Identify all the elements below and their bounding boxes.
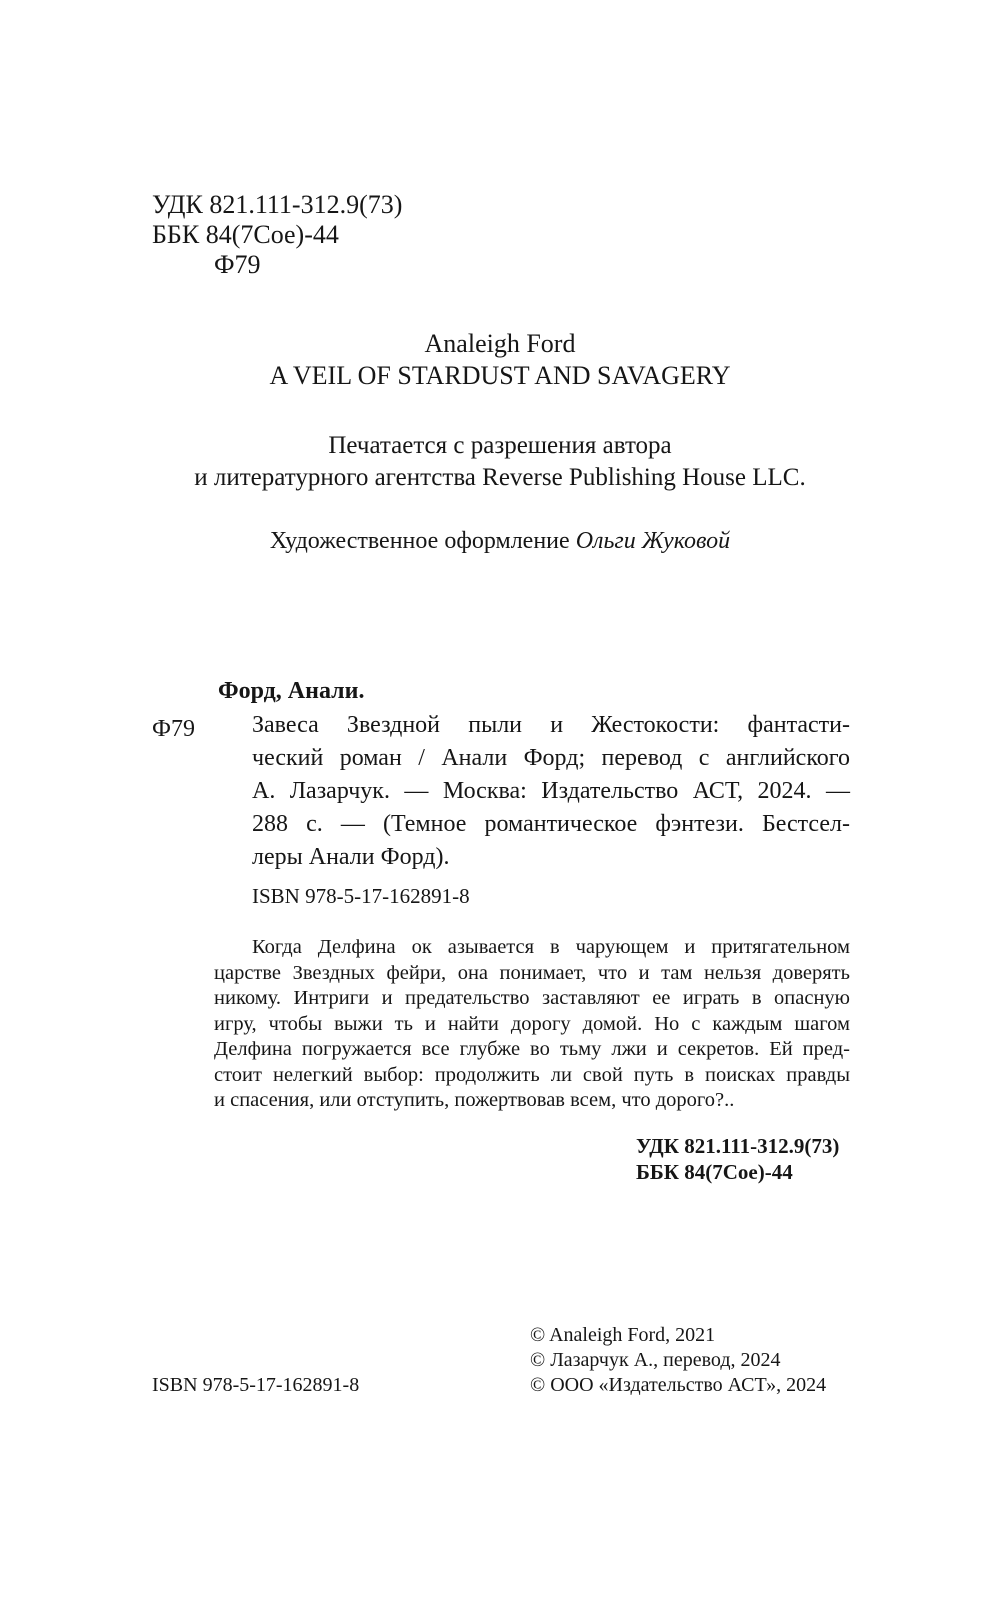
original-title: A VEIL OF STARDUST AND SAVAGERY bbox=[269, 361, 731, 390]
footer-isbn: ISBN 978-5-17-162891-8 bbox=[152, 1374, 360, 1396]
art-design-name: Ольги Жуковой bbox=[575, 528, 731, 554]
annotation-line: царстве Звездных фейри, она понимает, что и там нельзя доверять bbox=[214, 961, 850, 984]
original-edition bbox=[0, 328, 1000, 392]
permission-line-1: Печатается с разрешения автора bbox=[328, 432, 672, 459]
bib-description bbox=[252, 709, 850, 874]
bib-author-mark: Ф79 bbox=[152, 716, 195, 742]
bib-line: 288 с. — (Темное романтическое фэнтези. Бестсел- bbox=[252, 811, 850, 837]
annotation-line: Делфина погружается все глубже во тьму лжи и секретов. Ей пред- bbox=[214, 1038, 850, 1060]
udk-code: УДК 821.111-312.9(73) bbox=[152, 190, 403, 219]
annotation bbox=[214, 935, 850, 1114]
permission-line-2: и литературного агентства Reverse Publishing House LLC. bbox=[194, 464, 806, 491]
bib-isbn: ISBN 978-5-17-162891-8 bbox=[252, 884, 470, 908]
bold-bbk-code: ББК 84(7Сое)-44 bbox=[636, 1160, 793, 1184]
bbk-code: ББК 84(7Сое)-44 bbox=[152, 220, 339, 249]
annotation-line: никому. Интриги и предательство заставляют ее играть в опасную bbox=[214, 987, 850, 1009]
annotation-line: и спасения, или отступить, пожертвовав всем, что дорого?.. bbox=[214, 1089, 735, 1111]
bib-line: ческий роман / Анали Форд; перевод с английского bbox=[252, 745, 850, 771]
bib-line: леры Анали Форд). bbox=[252, 844, 450, 870]
art-design-credit bbox=[0, 525, 1000, 557]
author-mark: Ф79 bbox=[214, 250, 261, 279]
copyright-line: © Analeigh Ford, 2021 bbox=[530, 1324, 716, 1346]
copyright-line: © Лазарчук А., перевод, 2024 bbox=[530, 1349, 781, 1371]
art-design-label: Художественное оформление bbox=[269, 528, 570, 554]
bib-line: Завеса Звездной пыли и Жестокости: фантасти- bbox=[252, 712, 850, 738]
permission-notice bbox=[0, 430, 1000, 494]
original-author: Analeigh Ford bbox=[424, 329, 576, 358]
annotation-line: стоит нелегкий выбор: продолжить ли свой путь в поисках правды bbox=[214, 1063, 850, 1086]
bold-codes-block bbox=[636, 1133, 839, 1185]
classification-block bbox=[152, 190, 402, 280]
annotation-line: игру, чтобы выжи ть и найти дорогу домой. Но с каждым шагом bbox=[214, 1012, 850, 1035]
bib-line: А. Лазарчук. — Москва: Издательство АСТ, 2024. — bbox=[252, 778, 850, 804]
copyright-line: © ООО «Издательство АСТ», 2024 bbox=[530, 1374, 827, 1396]
copyright-block bbox=[530, 1323, 826, 1398]
annotation-line: Когда Делфина ок азывается в чарующем и притягательном bbox=[252, 936, 850, 958]
bib-author-heading: Форд, Анали. bbox=[218, 678, 365, 704]
bold-udk-code: УДК 821.111-312.9(73) bbox=[636, 1134, 840, 1158]
